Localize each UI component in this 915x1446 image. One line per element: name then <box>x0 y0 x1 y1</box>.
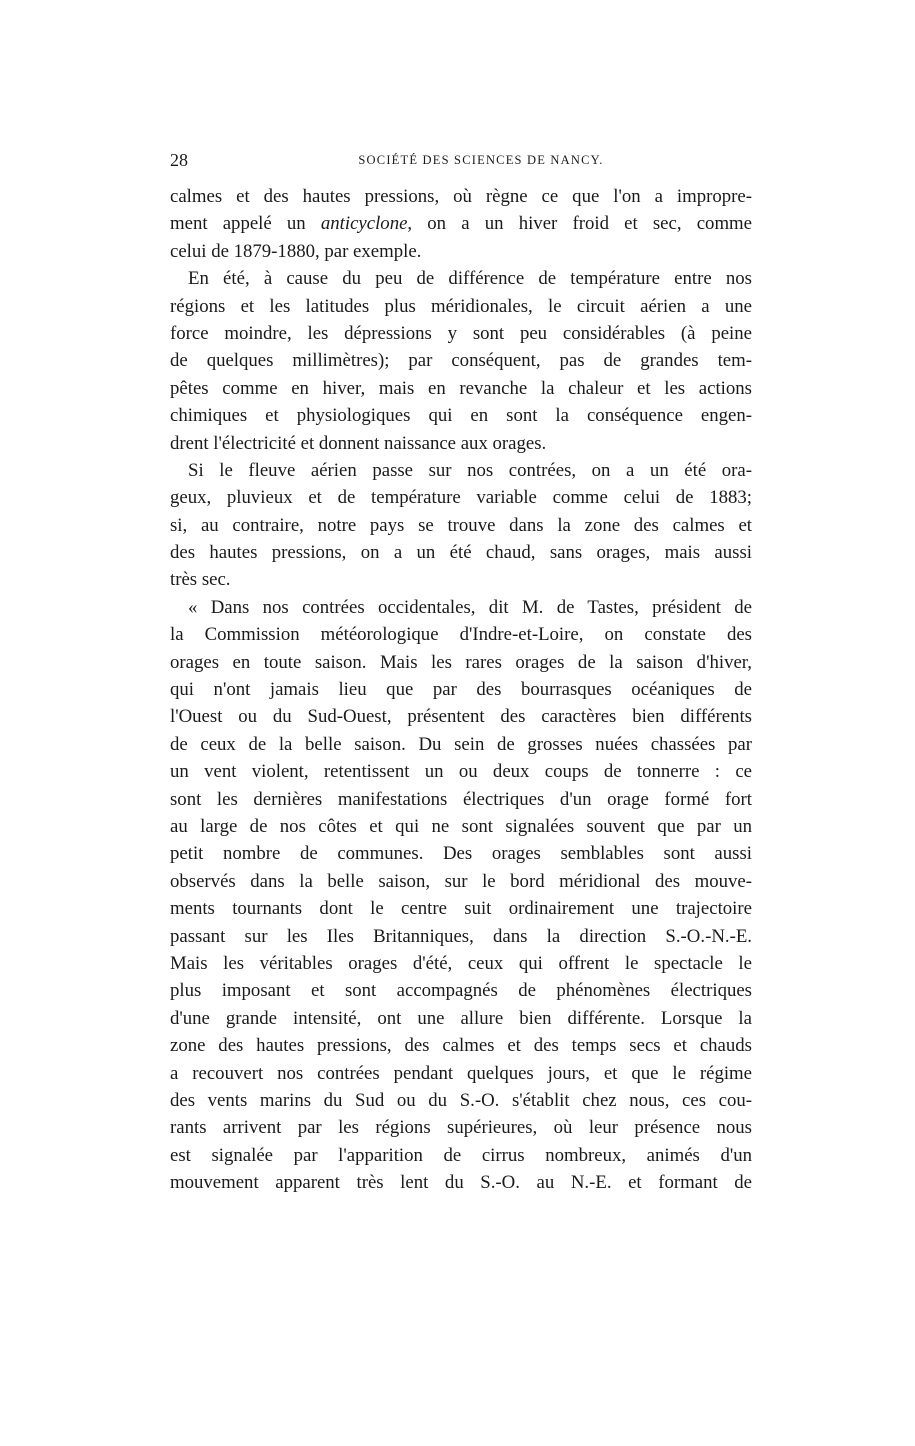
text-line: Si le fleuve aérien passe sur nos contrées, on a un été ora- <box>188 459 752 481</box>
body-text <box>170 183 752 1196</box>
text-line: observés dans la belle saison, sur le bord méridional des mouve- <box>170 870 752 892</box>
text-line: de quelques millimètres); par conséquent, pas de grandes tem- <box>170 350 752 372</box>
text-line: ment appelé un anticyclone, on a un hiver froid et sec, comme <box>170 213 752 235</box>
text-line: ments tournants dont le centre suit ordinairement une trajectoire <box>170 898 752 920</box>
text-line: au large de nos côtes et qui ne sont signalées souvent que par un <box>170 815 752 837</box>
text-line: l'Ouest ou du Sud-Ouest, présentent des caractères bien différents <box>170 706 752 728</box>
text-line: zone des hautes pressions, des calmes et des temps secs et chauds <box>170 1035 752 1057</box>
paragraph <box>170 457 752 594</box>
text-line: qui n'ont jamais lieu que par des bourrasques océaniques de <box>170 679 752 701</box>
text-line: drent l'électricité et donnent naissance aux orages. <box>170 432 547 454</box>
text-line: a recouvert nos contrées pendant quelques jours, et que le régime <box>170 1062 752 1084</box>
text-line: passant sur les Iles Britanniques, dans la direction S.-O.-N.-E. <box>170 925 752 947</box>
text-line: force moindre, les dépressions y sont peu considérables (à peine <box>170 322 752 344</box>
text-line: la Commission météorologique d'Indre-et-Loire, on constate des <box>170 624 752 646</box>
text-line: d'une grande intensité, ont une allure bien différente. Lorsque la <box>170 1007 752 1029</box>
text-line: mouvement apparent très lent du S.-O. au N.-E. et formant de <box>170 1172 752 1194</box>
text-line: petit nombre de communes. Des orages semblables sont aussi <box>170 843 752 865</box>
text-line: geux, pluvieux et de température variable comme celui de 1883; <box>170 487 752 509</box>
text-line: En été, à cause du peu de différence de température entre nos <box>188 268 752 290</box>
text-line: rants arrivent par les régions supérieures, où leur présence nous <box>170 1117 752 1139</box>
text-line: plus imposant et sont accompagnés de phénomènes électriques <box>170 980 752 1002</box>
text-line: chimiques et physiologiques qui en sont la conséquence engen- <box>170 405 752 427</box>
text-line: pêtes comme en hiver, mais en revanche la chaleur et les actions <box>170 377 752 399</box>
text-line: un vent violent, retentissent un ou deux coups de tonnerre : ce <box>170 761 752 783</box>
text-line: de ceux de la belle saison. Du sein de grosses nuées chassées par <box>170 733 752 755</box>
text-line: celui de 1879-1880, par exemple. <box>170 240 422 262</box>
text-line: Mais les véritables orages d'été, ceux qui offrent le spectacle le <box>170 952 752 974</box>
text-line: si, au contraire, notre pays se trouve dans la zone des calmes et <box>170 514 752 536</box>
text-line: orages en toute saison. Mais les rares orages de la saison d'hiver, <box>170 651 752 673</box>
text-line: très sec. <box>170 569 231 591</box>
page-header <box>170 150 752 172</box>
text-line: calmes et des hautes pressions, où règne ce que l'on a impropre- <box>170 186 752 207</box>
text-line: régions et les latitudes plus méridionales, le circuit aérien a une <box>170 295 752 317</box>
paragraph <box>170 183 752 265</box>
text-line: des hautes pressions, on a un été chaud, sans orages, mais aussi <box>170 542 752 564</box>
paragraph <box>170 265 752 457</box>
page-number: 28 <box>170 150 188 170</box>
paragraph <box>170 594 752 1197</box>
text-line: sont les dernières manifestations électriques d'un orage formé fort <box>170 788 752 810</box>
running-title: SOCIÉTÉ DES SCIENCES DE NANCY. <box>358 153 604 167</box>
text-line: « Dans nos contrées occidentales, dit M. de Tastes, président de <box>188 596 752 618</box>
text-line: est signalée par l'apparition de cirrus nombreux, animés d'un <box>170 1144 752 1166</box>
text-line: des vents marins du Sud ou du S.-O. s'établit chez nous, ces cou- <box>170 1089 752 1111</box>
